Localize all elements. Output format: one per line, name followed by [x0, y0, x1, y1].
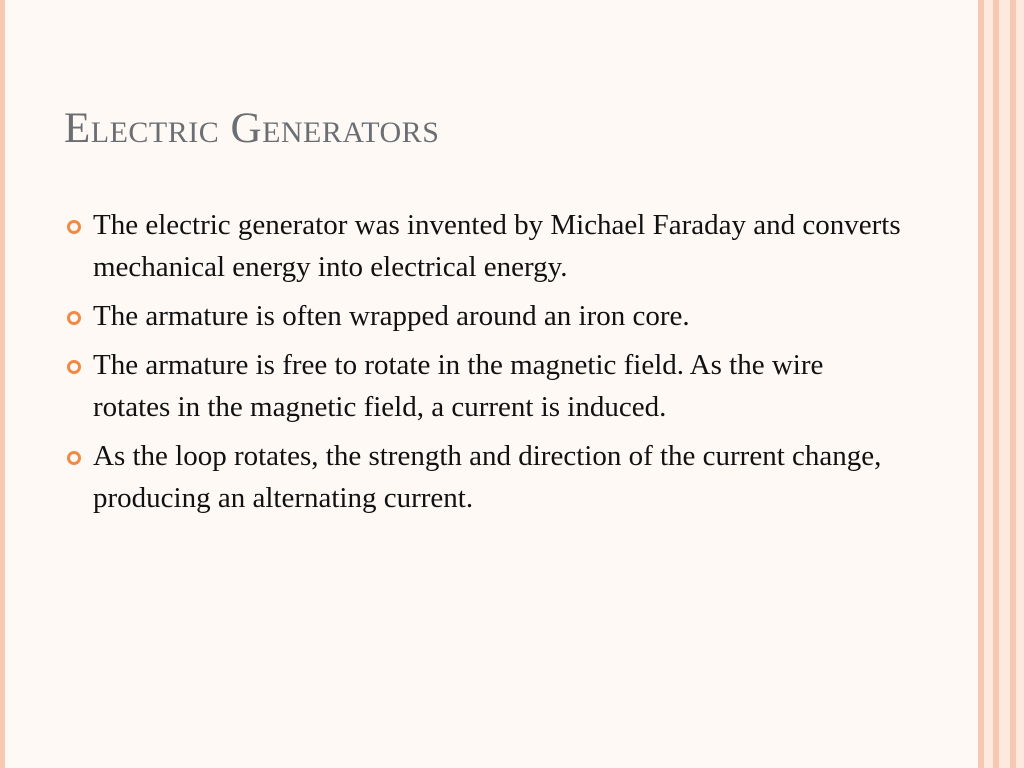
slide-title: Electric Generators	[64, 105, 440, 152]
bullet-item	[64, 204, 904, 288]
bullet-text: The electric generator was invented by Michael Faraday and converts mechanical energy into electrical energy.	[93, 209, 901, 283]
right-border-stripe	[1016, 0, 1024, 768]
bullet-text: The armature is often wrapped around an iron core.	[93, 300, 690, 332]
circle-bullet-icon	[67, 360, 81, 374]
bullet-text: As the loop rotates, the strength and direction of the current change, producing an alternating current.	[93, 440, 882, 514]
bullet-list	[64, 204, 904, 526]
circle-bullet-icon	[67, 311, 81, 325]
right-border-stripe	[999, 0, 1010, 768]
bullet-item	[64, 295, 904, 337]
bullet-item	[64, 344, 904, 428]
right-border-stripe	[984, 0, 993, 768]
circle-bullet-icon	[67, 220, 81, 234]
bullet-item	[64, 435, 904, 519]
bullet-text: The armature is free to rotate in the magnetic field. As the wire rotates in the magnetic field, a current is induced.	[93, 349, 824, 423]
circle-bullet-icon	[67, 451, 81, 465]
left-border-stripe	[0, 0, 5, 768]
